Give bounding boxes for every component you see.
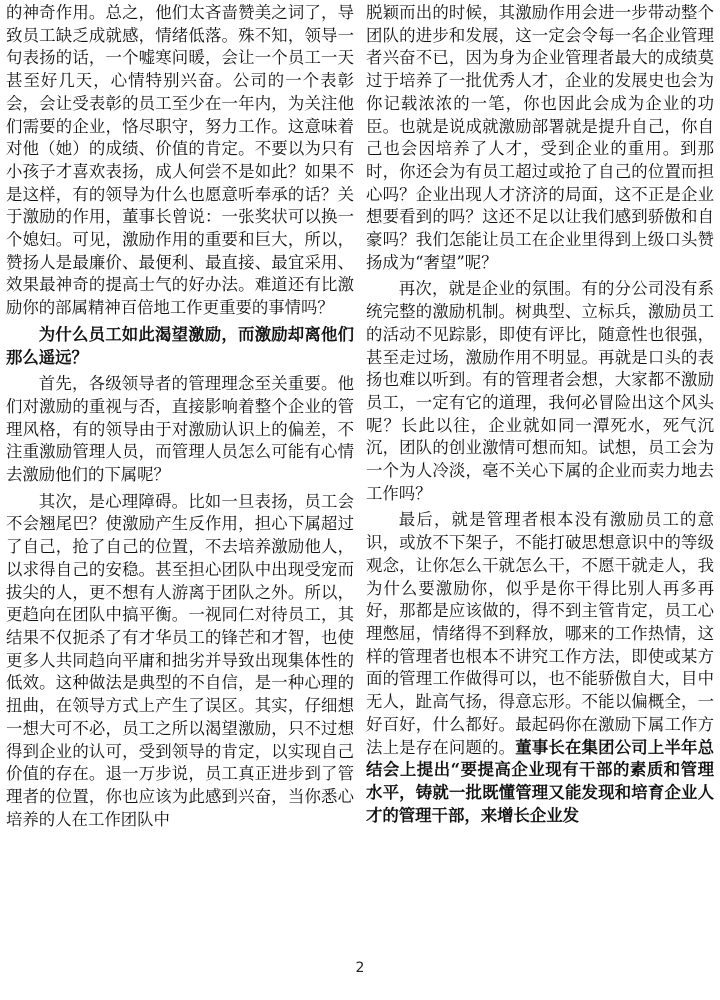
right-column bbox=[366, 2, 714, 827]
page-number: 2 bbox=[355, 960, 365, 976]
paragraph: 的神奇作用。总之，他们太吝啬赞美之词了，导致员工缺乏成就感，情绪低落。殊不知，领导一句表扬的话，一个嘘寒问暖，会让一个员工一天甚至好几天，心情特别兴奋。公司的一个表彰会，会让受表彰的员工至少在一年内，为关注他们需要的企业，恪尽职守，努力工作。这意味着对他（她）的成绩、价值的肯定。不要以为只有小孩子才喜欢表扬，成人何尝不是如此？如果不是这样，有的领导为什么也愿意听奉承的话？关于激励的作用，董事长曾说：一张奖状可以换一个媳妇。可见，激励作用的重要和巨大，所以，赞扬人是最廉价、最便利、最直接、最宜采用、效果最神奇的提高士气的好办法。难道还有比激励你的部属精神百倍地工作更重要的事情吗？ bbox=[6, 3, 354, 318]
paragraph: 脱颖而出的时候，其激励作用会进一步带动整个团队的进步和发展，这一定会令每一名企业管理者兴奋不已，因为身为企业管理者最大的成绩莫过于培养了一批优秀人才，企业的发展史也会为你记载浓浓的一笔，你也因此会成为企业的功臣。也就是说成就激励部署就是提升自己，你自己也会因培养了人才，受到企业的重用。到那时，你还会为有员工超过或抢了自己的位置而担心吗？企业出现人才济济的局面，这不正是企业想要看到的吗？这还不足以让我们感到骄傲和自豪吗？我们怎能让员工在企业里得到上级口头赞扬成为“奢望”呢？ bbox=[366, 3, 714, 272]
paragraph bbox=[366, 509, 714, 827]
paragraph: 其次，是心理障碍。比如一旦表扬，员工会不会翘尾巴？使激励产生反作用，担心下属超过了自己，抢了自己的位置，不去培养激励他人，以求得自己的安稳。甚至担心团队中出现受宠而拔尖的人，更不想有人游离于团队之外。所以，更趋向在团队中搞平衡。一视同仁对待员工，其结果不仅扼杀了有才华员工的锋芒和才智，也使更多人共同趋向平庸和拙劣并导致出现集体性的低效。这种做法是典型的不自信，是一种心理的扭曲，在领导方式上产生了误区。其实，仔细想一想大可不必，员工之所以渴望激励，只不过想得到企业的认可，受到领导的肯定，以实现自己价值的存在。退一万步说，员工真正进步到了管理者的位置，你也应该为此感到兴奋，当你悉心培养的人在工作团队中 bbox=[6, 491, 354, 829]
bold-quote: 董事长在集团公司上半年总结会上提出“要提高企业现有干部的素质和管理水平，铸就一批既懂管理又能发现和培育企业人才的管理干部，来增长企业发 bbox=[366, 737, 715, 825]
section-heading: 为什么员工如此渴望激励，而激励却离他们那么遥远？ bbox=[6, 324, 354, 367]
paragraph: 首先，各级领导者的管理理念至关重要。他们对激励的重视与否，直接影响着整个企业的管理风格，有的领导由于对激励认识上的偏差，不注重激励管理人员，而管理人员怎么可能有心情去激励他们的下属呢？ bbox=[6, 374, 354, 485]
paragraph-text: 最后，就是管理者根本没有激励员工的意识，或放不下架子，不能打破思想意识中的等级观念，让你怎么干就怎么干，不愿干就走人，我为什么要激励你，似乎是你干得比别人再多再好，那都是应该做的，得不到主管肯定，员工心理憋屈，情绪得不到释放，哪来的工作热情，这样的管理者也根本不讲究工作方法，即使或某方面的管理工作做得可以，也不能骄傲自大，目中无人，趾高气扬，得意忘形。不能以偏概全，一好百好，什么都好。最起码你在激励下属工作方法上是存在问题的。 bbox=[366, 510, 714, 757]
left-column bbox=[6, 2, 354, 831]
paragraph: 再次，就是企业的氛围。有的分公司没有系统完整的激励机制。树典型、立标兵，激励员工的活动不见踪影，即使有评比，随意性也很强，甚至走过场，激励作用不明显。再就是口头的表扬也难以听到。有的管理者会想，大家都不激励员工，一定有它的道理，我何必冒险出这个风头呢？长此以往，企业就如同一潭死水，死气沉沉，团队的创业激情可想而知。试想，员工会为一个为人冷淡，毫不关心下属的企业而卖力地去工作吗？ bbox=[366, 279, 714, 503]
